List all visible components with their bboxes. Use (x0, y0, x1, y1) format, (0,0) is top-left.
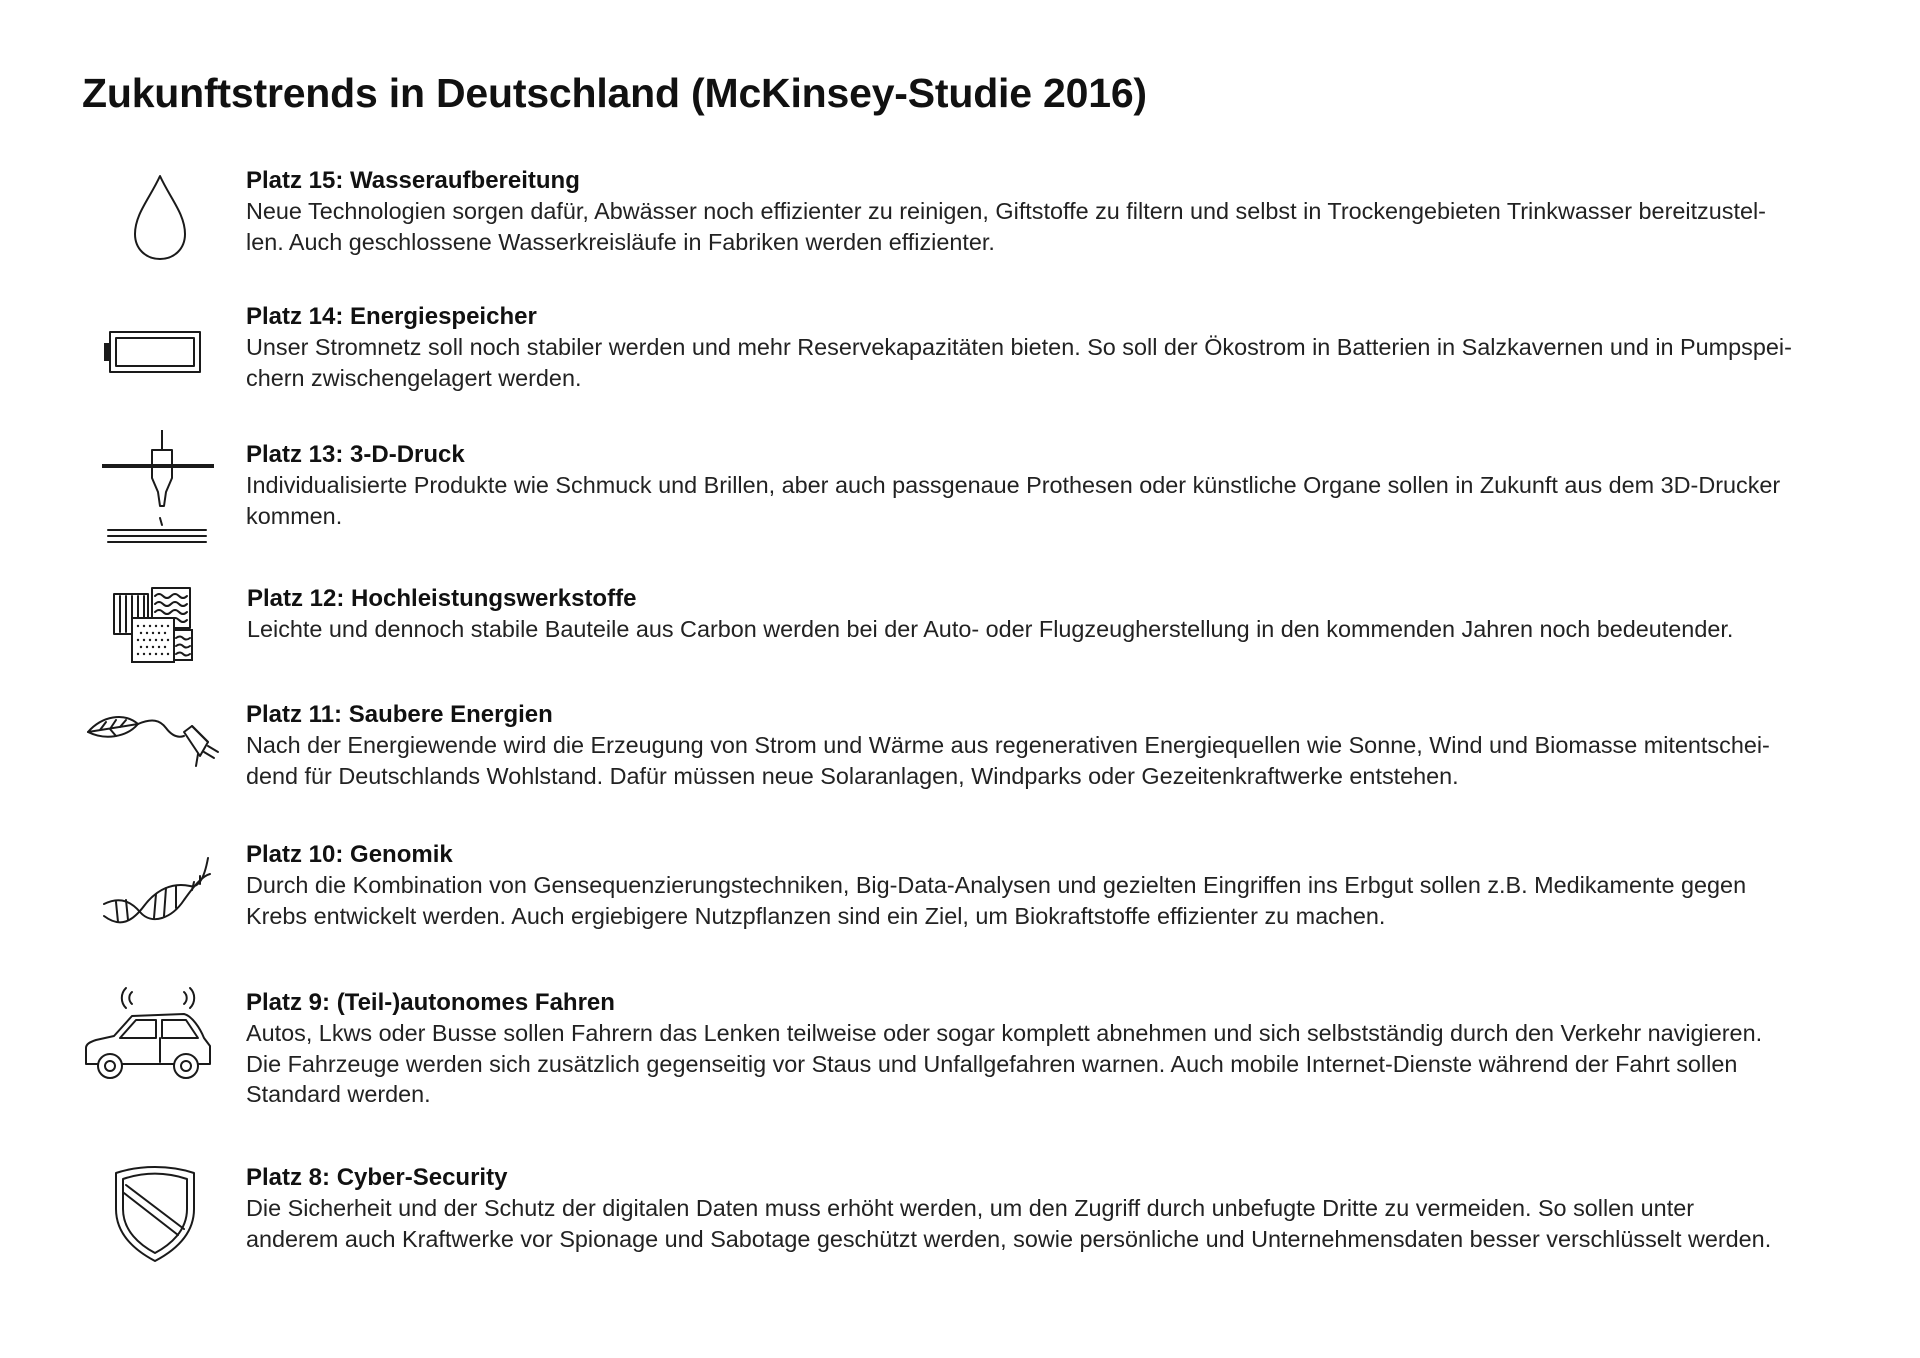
trend-text (246, 700, 1866, 791)
trend-heading: Platz 12: Hochleistungswerkstoffe (247, 585, 637, 612)
trend-heading: Platz 9: (Teil-)autonomes Fahren (246, 989, 615, 1016)
dna-helix-icon (80, 836, 230, 956)
trend-heading: Platz 13: 3-D-Druck (246, 441, 465, 468)
connected-car-icon (80, 982, 230, 1102)
trend-description: Durch die Kombination von Gensequenzierungstechniken, Big-Data-Analysen und gezielten Eingriffen ins Erbgut sollen z.B. Medikamente gegen Krebs entwickelt werden. Auch ergiebigere Nutzpflanzen sind ein Ziel, um Biokraftstoffe effizienter zu machen. (246, 872, 1747, 929)
trend-description: Die Sicherheit und der Schutz der digitalen Daten muss erhöht werden, um den Zugriff durch unbefugte Dritte zu vermeiden. So sollen unter anderem auch Kraftwerke vor Spionage und Sabotage geschützt werden, sowie persönliche und Unternehmensdaten besser verschlüsselt werden. (246, 1195, 1772, 1252)
trend-heading: Platz 15: Wasseraufbereitung (246, 167, 580, 194)
trend-text (246, 1163, 1866, 1254)
trend-description: Unser Stromnetz soll noch stabiler werden und mehr Reservekapazitäten bieten. So soll der Ökostrom in Batterien in Salzkavernen und in Pumpspei- chern zwischengelagert werden. (246, 334, 1792, 391)
trend-description: Individualisierte Produkte wie Schmuck und Brillen, aber auch passgenaue Prothesen oder künstliche Organe sollen in Zukunft aus dem 3D-Drucker kommen. (246, 472, 1781, 529)
material-samples-icon (80, 578, 230, 698)
trend-text (246, 840, 1866, 931)
trend-text (246, 440, 1866, 531)
leaf-plug-icon (80, 692, 230, 812)
trend-heading: Platz 10: Genomik (246, 841, 453, 868)
trend-heading: Platz 8: Cyber-Security (246, 1164, 508, 1191)
3d-printer-icon (80, 430, 230, 550)
trend-description: Autos, Lkws oder Busse sollen Fahrern das Lenken teilweise oder sogar komplett abnehmen und sich selbstständig durch den Verkehr navigieren. Die Fahrzeuge werden sich zusätzlich gegenseitig vor Staus und Unfallgefahren warnen. Auch mobile Internet-Dienste während der Fahrt sollen Standard werden. (246, 1020, 1763, 1107)
trend-text (247, 584, 1867, 645)
trend-heading: Platz 14: Energiespeicher (246, 303, 537, 330)
trend-text (246, 988, 1866, 1110)
water-drop-icon (80, 166, 230, 286)
trend-heading: Platz 11: Saubere Energien (246, 701, 553, 728)
trend-description: Neue Technologien sorgen dafür, Abwässer noch effizienter zu reinigen, Giftstoffe zu filtern und selbst in Trockengebieten Trinkwasser bereitzustel- len. Auch geschlossene Wasserkreisläufe in Fabriken werden effizienter. (246, 198, 1766, 255)
page-title: Zukunftstrends in Deutschland (McKinsey-Studie 2016) (82, 70, 1147, 116)
trend-text (246, 166, 1866, 257)
trend-description: Nach der Energiewende wird die Erzeugung von Strom und Wärme aus regenerativen Energiequellen wie Sonne, Wind und Biomasse mitentschei- dend für Deutschlands Wohlstand. Dafür müssen neue Solaranlagen, Windparks oder Gezeitenkraftwerke entstehen. (246, 732, 1770, 789)
trend-description: Leichte und dennoch stabile Bauteile aus Carbon werden bei der Auto- oder Flugzeugherstellung in den kommenden Jahren noch bedeutender. (247, 616, 1734, 642)
shield-icon (80, 1159, 230, 1279)
battery-icon (80, 302, 230, 422)
trend-text (246, 302, 1866, 393)
